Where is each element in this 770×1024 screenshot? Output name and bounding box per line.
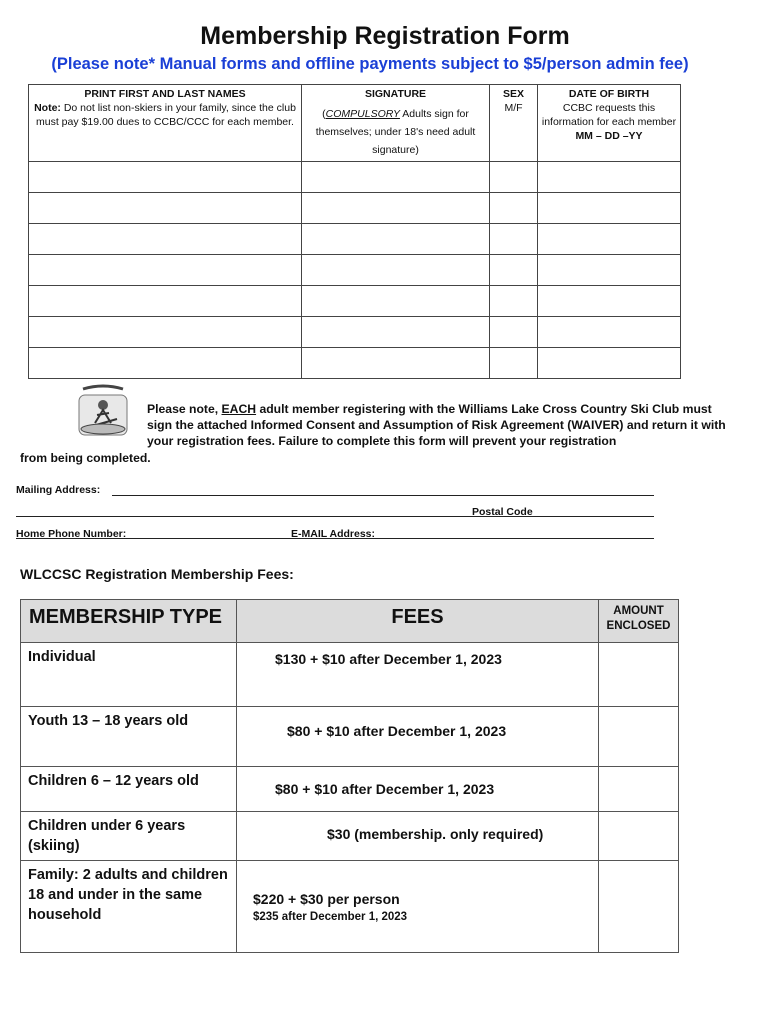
- fee-row: [21, 861, 679, 953]
- fee-row: [21, 812, 679, 861]
- sex-sub: M/F: [504, 102, 523, 114]
- dob-format: MM – DD –YY: [575, 130, 643, 142]
- signature-cell[interactable]: [302, 224, 490, 255]
- registration-row: [29, 162, 681, 193]
- sex-cell[interactable]: [490, 224, 538, 255]
- fee-text: $80 + $10 after December 1, 2023: [287, 723, 507, 739]
- fees-header-row: [21, 600, 679, 643]
- fee-text: $30 (membership. only required): [327, 826, 544, 842]
- signature-cell[interactable]: [302, 286, 490, 317]
- fee-cell: [237, 643, 599, 707]
- postal-code-label: Postal Code: [472, 506, 533, 518]
- names-note-label: Note:: [34, 102, 61, 114]
- sex-cell[interactable]: [490, 317, 538, 348]
- name-cell[interactable]: [29, 255, 302, 286]
- fee-late-text: $235 after December 1, 2023: [253, 911, 408, 923]
- waiver-tail: from being completed.: [20, 451, 151, 465]
- registration-row: [29, 286, 681, 317]
- sex-cell[interactable]: [490, 255, 538, 286]
- amount-enclosed-cell[interactable]: [599, 707, 679, 767]
- home-phone-label: Home Phone Number:: [16, 528, 127, 540]
- signature-cell[interactable]: [302, 255, 490, 286]
- membership-type-header: MEMBERSHIP TYPE: [21, 600, 237, 643]
- membership-type-cell: Individual: [21, 643, 237, 707]
- waiver-prefix: Please note,: [147, 402, 222, 416]
- phone-email-field[interactable]: [16, 538, 654, 539]
- signature-paren: (: [322, 108, 326, 120]
- page-title: Membership Registration Form: [200, 22, 570, 50]
- amount-enclosed-cell[interactable]: [599, 767, 679, 812]
- club-logo: [75, 383, 131, 439]
- amount-enclosed-cell[interactable]: [599, 861, 679, 953]
- fee-text: $80 + $10 after December 1, 2023: [275, 781, 495, 797]
- fees-header: FEES: [237, 600, 599, 643]
- dob-cell[interactable]: [538, 317, 681, 348]
- dob-cell[interactable]: [538, 224, 681, 255]
- waiver-notice: [147, 401, 737, 449]
- name-cell[interactable]: [29, 286, 302, 317]
- waiver-body: adult member registering with the Williams Lake Cross Country Ski Club must sign the attached Informed Consent and Assumption of Risk Agreement (WAIVER) and return it with your registration fees. Failure to complete this form will prevent your registration: [147, 402, 726, 448]
- names-column-header: [29, 85, 302, 162]
- membership-type-cell: Family: 2 adults and children 18 and under in the same household: [21, 861, 237, 953]
- dob-sub: CCBC requests this information for each member: [541, 102, 677, 128]
- fee-cell: [237, 861, 599, 953]
- fees-table: [20, 599, 679, 953]
- signature-heading: SIGNATURE: [364, 88, 427, 100]
- signature-cell[interactable]: [302, 162, 490, 193]
- sex-column-header: [490, 85, 538, 162]
- mailing-address-field[interactable]: [112, 495, 654, 496]
- fee-cell: [237, 707, 599, 767]
- amount-enclosed-header: AMOUNT ENCLOSED: [599, 600, 679, 643]
- fee-cell: [237, 812, 599, 861]
- name-cell[interactable]: [29, 224, 302, 255]
- dob-cell[interactable]: [538, 286, 681, 317]
- fees-heading: WLCCSC Registration Membership Fees:: [20, 566, 294, 582]
- fee-text: $220 + $30 per person: [253, 891, 400, 907]
- dob-cell[interactable]: [538, 162, 681, 193]
- dob-heading: DATE OF BIRTH: [568, 88, 650, 100]
- postal-code-field[interactable]: [16, 516, 654, 517]
- name-cell[interactable]: [29, 348, 302, 379]
- registration-table: [28, 84, 681, 379]
- sex-cell[interactable]: [490, 193, 538, 224]
- signature-instructions: Adults sign for themselves; under 18's need adult signature): [315, 108, 476, 156]
- dob-cell[interactable]: [538, 348, 681, 379]
- sex-cell[interactable]: [490, 162, 538, 193]
- fee-row: [21, 707, 679, 767]
- membership-type-cell: Children under 6 years (skiing): [21, 812, 237, 861]
- membership-type-cell: Youth 13 – 18 years old: [21, 707, 237, 767]
- email-label: E-MAIL Address:: [291, 528, 376, 540]
- registration-row: [29, 317, 681, 348]
- name-cell[interactable]: [29, 193, 302, 224]
- sex-cell[interactable]: [490, 286, 538, 317]
- admin-fee-note: (Please note* Manual forms and offline payments subject to $5/person admin fee): [51, 55, 689, 73]
- amount-enclosed-cell[interactable]: [599, 643, 679, 707]
- signature-cell[interactable]: [302, 317, 490, 348]
- registration-row: [29, 255, 681, 286]
- membership-type-cell: Children 6 – 12 years old: [21, 767, 237, 812]
- registration-row: [29, 193, 681, 224]
- sex-cell[interactable]: [490, 348, 538, 379]
- registration-row: [29, 224, 681, 255]
- names-note-text: Do not list non-skiers in your family, since the club must pay $19.00 dues to CCBC/CCC for each member.: [36, 102, 296, 128]
- sex-heading: SEX: [502, 88, 524, 100]
- dob-cell[interactable]: [538, 193, 681, 224]
- compulsory-text: COMPULSORY: [325, 108, 400, 120]
- names-heading: PRINT FIRST AND LAST NAMES: [84, 88, 246, 100]
- registration-row: [29, 348, 681, 379]
- signature-cell[interactable]: [302, 348, 490, 379]
- name-cell[interactable]: [29, 317, 302, 348]
- signature-cell[interactable]: [302, 193, 490, 224]
- fee-row: [21, 767, 679, 812]
- dob-cell[interactable]: [538, 255, 681, 286]
- amount-enclosed-cell[interactable]: [599, 812, 679, 861]
- fee-cell: [237, 767, 599, 812]
- mailing-address-label: Mailing Address:: [16, 484, 101, 496]
- waiver-each: EACH: [221, 402, 257, 416]
- signature-column-header: [302, 85, 490, 162]
- fee-text: $130 + $10 after December 1, 2023: [275, 651, 502, 667]
- name-cell[interactable]: [29, 162, 302, 193]
- registration-header-row: [29, 85, 681, 162]
- fee-row: [21, 643, 679, 707]
- dob-column-header: [538, 85, 681, 162]
